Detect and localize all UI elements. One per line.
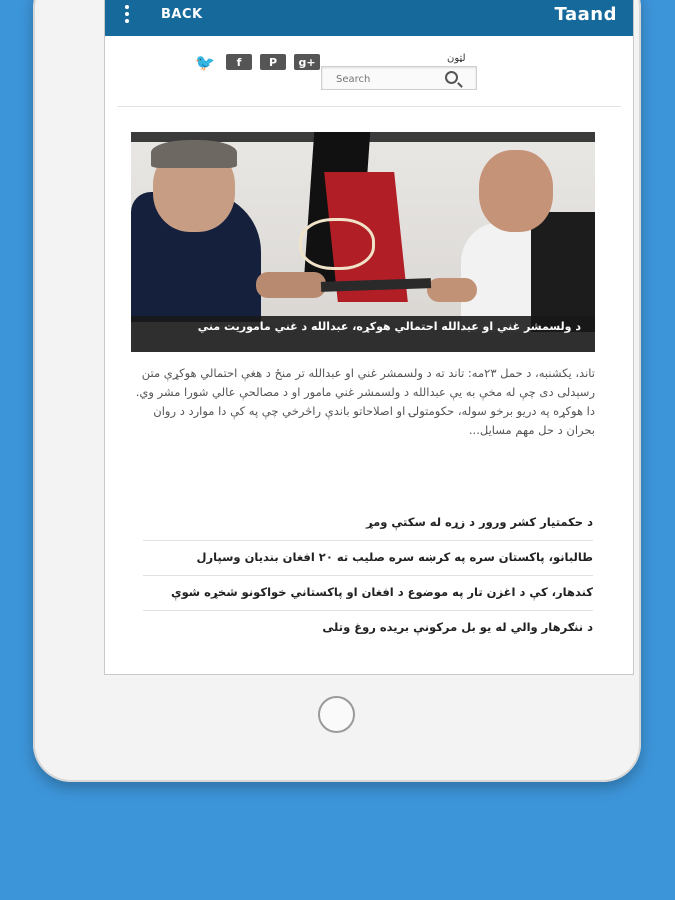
back-button[interactable]: BACK bbox=[161, 6, 203, 22]
right-person-head bbox=[479, 150, 553, 232]
social-links bbox=[192, 54, 320, 70]
pinterest-icon[interactable]: P bbox=[260, 54, 286, 70]
search-box bbox=[321, 66, 477, 90]
flag-emblem bbox=[299, 218, 375, 270]
googleplus-icon[interactable]: g+ bbox=[294, 54, 320, 70]
news-item[interactable]: د حکمتيار کشر ورور د زړه له سکتې ومړ bbox=[143, 506, 593, 541]
app-bar bbox=[105, 0, 633, 36]
news-item[interactable]: د ننګرهار والي له يو بل مرکونې بريده روغ وتلی bbox=[322, 620, 593, 634]
overflow-menu-icon[interactable] bbox=[125, 5, 131, 23]
news-item[interactable]: طالبانو، پاکستان سره په کرښه سره صليب ته ۲۰ افغان بنديان وسپارل bbox=[143, 541, 593, 576]
featured-image[interactable] bbox=[131, 132, 595, 352]
device-screen bbox=[105, 0, 633, 674]
twitter-icon[interactable]: 🐦 bbox=[195, 52, 215, 72]
home-button[interactable] bbox=[318, 696, 355, 733]
featured-caption[interactable]: د ولسمشر غني او عبدالله احتمالي هوکړه، عبدالله د غني ماموريت مني bbox=[131, 316, 595, 352]
search-label: لټون bbox=[447, 53, 466, 64]
search-input[interactable] bbox=[322, 70, 446, 90]
article-summary: تاند، يکشنبه، د حمل ۲۳مه: تاند ته د ولسمشر غني او عبدالله تر منځ د هغې احتمالي هوکړې متن رسېدلی دی چې له مخې به يې عبدالله د ولسمشر غني مامور او د مصالحې عالي شورا مشر وي. دا هوکړه په دريو برخو سوله، حکومتولۍ او اصلاحاتو باندې راڅرخي چې په کې دا موارد د روان بحران د حل مهم مسايل... bbox=[135, 366, 595, 437]
app-title: Taand bbox=[554, 3, 617, 25]
news-list bbox=[143, 506, 593, 645]
site-header bbox=[117, 36, 621, 107]
search-icon[interactable] bbox=[445, 71, 458, 84]
tablet-frame bbox=[33, 0, 641, 782]
facebook-icon[interactable]: f bbox=[226, 54, 252, 70]
news-item[interactable]: کندهار، کې د اغزن تار په موضوع د افغان او پاکستاني خواکونو شخړه شوې bbox=[143, 576, 593, 611]
